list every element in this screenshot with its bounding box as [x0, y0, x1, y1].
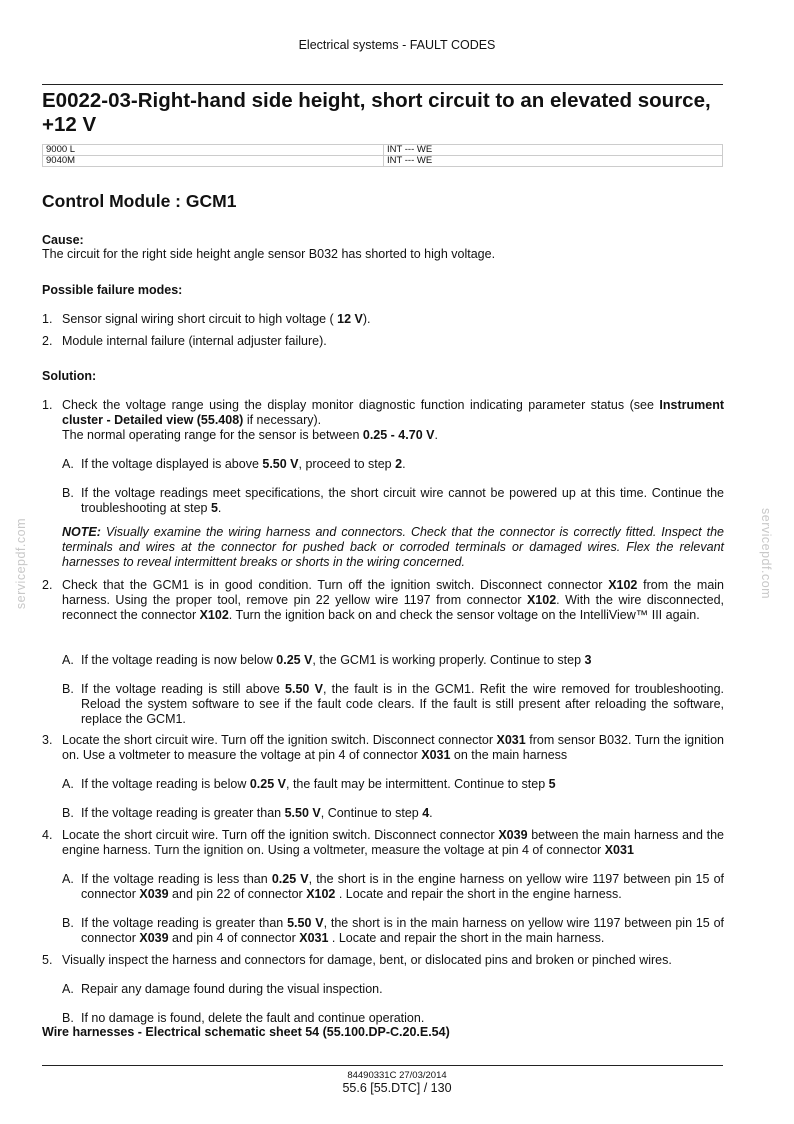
solution-label: Solution:	[42, 369, 97, 383]
list-number: 1.	[42, 312, 53, 326]
substep-label: A.	[62, 982, 74, 996]
substep-label: A.	[62, 777, 74, 791]
failure-mode-item: Sensor signal wiring short circuit to high voltage ( 12 V).	[62, 312, 371, 326]
substep-label: B.	[62, 916, 74, 930]
substep-text: If the voltage readings meet specifications, the short circuit wire cannot be powered up at this time. Continue the troubleshooting at step 5.	[81, 486, 724, 515]
range-cell: INT --- WE	[384, 156, 723, 167]
substep-label: A.	[62, 653, 74, 667]
document-number: 84490331C 27/03/2014	[347, 1070, 447, 1081]
table-row	[43, 156, 723, 167]
failure-mode-item: Module internal failure (internal adjuster failure).	[62, 334, 327, 348]
step-3-text: Locate the short circuit wire. Turn off the ignition switch. Disconnect connector X031 from sensor B032. Turn the ignition on. Use a voltmeter to measure the voltage at pin 4 of connector X031 on the main harness	[62, 733, 724, 762]
page-header: Electrical systems - FAULT CODES	[298, 38, 496, 52]
cross-reference-link[interactable]: Instrument cluster - Detailed view (55.408)	[62, 398, 724, 427]
substep-text: If no damage is found, delete the fault and continue operation.	[81, 1011, 425, 1025]
header-rule	[42, 84, 723, 85]
substep-text: If the voltage reading is now below 0.25 V, the GCM1 is working properly. Continue to step 3	[81, 653, 592, 667]
step-number: 2.	[42, 578, 53, 592]
step-number: 4.	[42, 828, 53, 842]
substep-label: B.	[62, 806, 74, 820]
watermark-left: servicepdf.com	[14, 518, 28, 610]
substep-text: If the voltage reading is below 0.25 V, the fault may be intermittent. Continue to step 5	[81, 777, 556, 791]
substep-label: B.	[62, 1011, 74, 1025]
substep-label: A.	[62, 457, 74, 471]
substep-text: If the voltage reading is greater than 5.50 V, Continue to step 4.	[81, 806, 433, 820]
cause-label: Cause:	[42, 233, 84, 247]
watermark-right: servicepdf.com	[759, 508, 773, 600]
footer-rule	[42, 1065, 723, 1066]
substep-text: If the voltage reading is less than 0.25 V, the short is in the engine harness on yellow wire 1197 between pin 15 of connector X039 and pin 22 of connector X102 . Locate and repair the short in the engine harness.	[81, 872, 724, 901]
substep-label: B.	[62, 486, 74, 500]
note-text: NOTE: Visually examine the wiring harness and connectors. Check that the connector is correctly fitted. Inspect the terminals and wires at the connector for pushed back or corroded terminals or damaged wires. Flex the relevant harnesses to reveal intermittent breaks or shorts in the wiring concerned.	[62, 525, 724, 569]
fault-title: E0022-03-Right-hand side height, short circuit to an elevated source, +12 V	[42, 89, 711, 136]
step-number: 3.	[42, 733, 53, 747]
substep-label: A.	[62, 872, 74, 886]
model-cell: 9000 L	[43, 145, 384, 156]
substep-text: If the voltage reading is greater than 5.50 V, the short is in the main harness on yellow wire 1197 between pin 15 of connector X039 and pin 4 of connector X031 . Locate and repair the short in the main harness.	[81, 916, 725, 945]
substep-text: If the voltage reading is still above 5.50 V, the fault is in the GCM1. Refit the wire removed for troubleshooting. Reload the system software to see if the fault code clears. If the fault is still present after reloading the software, replace the GCM1.	[81, 682, 724, 726]
step-number: 5.	[42, 953, 53, 967]
cause-text: The circuit for the right side height angle sensor B032 has shorted to high voltage.	[42, 247, 496, 261]
control-module-heading: Control Module : GCM1	[42, 191, 237, 211]
list-number: 2.	[42, 334, 53, 348]
step-1-text: Check the voltage range using the display monitor diagnostic function indicating parameter status (see Instrument cluster - Detailed view (55.408) if necessary). The normal operating range for the sensor is between 0.25 - 4.70 V.	[62, 398, 724, 442]
substep-text: Repair any damage found during the visual inspection.	[81, 982, 383, 996]
step-4-text: Locate the short circuit wire. Turn off the ignition switch. Disconnect connector X039 between the main harness and the engine harness. Turn the ignition on. Using a voltmeter, measure the voltage at pin 4 of connector X031	[62, 828, 724, 857]
schematic-reference-link[interactable]: Wire harnesses - Electrical schematic sheet 54 (55.100.DP-C.20.E.54)	[42, 1025, 450, 1039]
page-number: 55.6 [55.DTC] / 130	[342, 1081, 452, 1095]
substep-text: If the voltage displayed is above 5.50 V, proceed to step 2.	[81, 457, 406, 471]
step-5-text: Visually inspect the harness and connectors for damage, bent, or dislocated pins and broken or pinched wires.	[62, 953, 672, 967]
failure-modes-label: Possible failure modes:	[42, 283, 183, 297]
step-number: 1.	[42, 398, 53, 412]
model-cell: 9040M	[43, 156, 384, 167]
model-table	[42, 144, 723, 167]
step-2-text: Check that the GCM1 is in good condition. Turn off the ignition switch. Disconnect connector X102 from the main harness. Using the proper tool, remove pin 22 yellow wire 1197 from connector X102. With the wire disconnected, reconnect the connector X102. Turn the ignition back on and check the sensor voltage on the IntelliView™ III again.	[62, 578, 725, 622]
table-row	[43, 145, 723, 156]
substep-label: B.	[62, 682, 74, 696]
range-cell: INT --- WE	[384, 145, 723, 156]
